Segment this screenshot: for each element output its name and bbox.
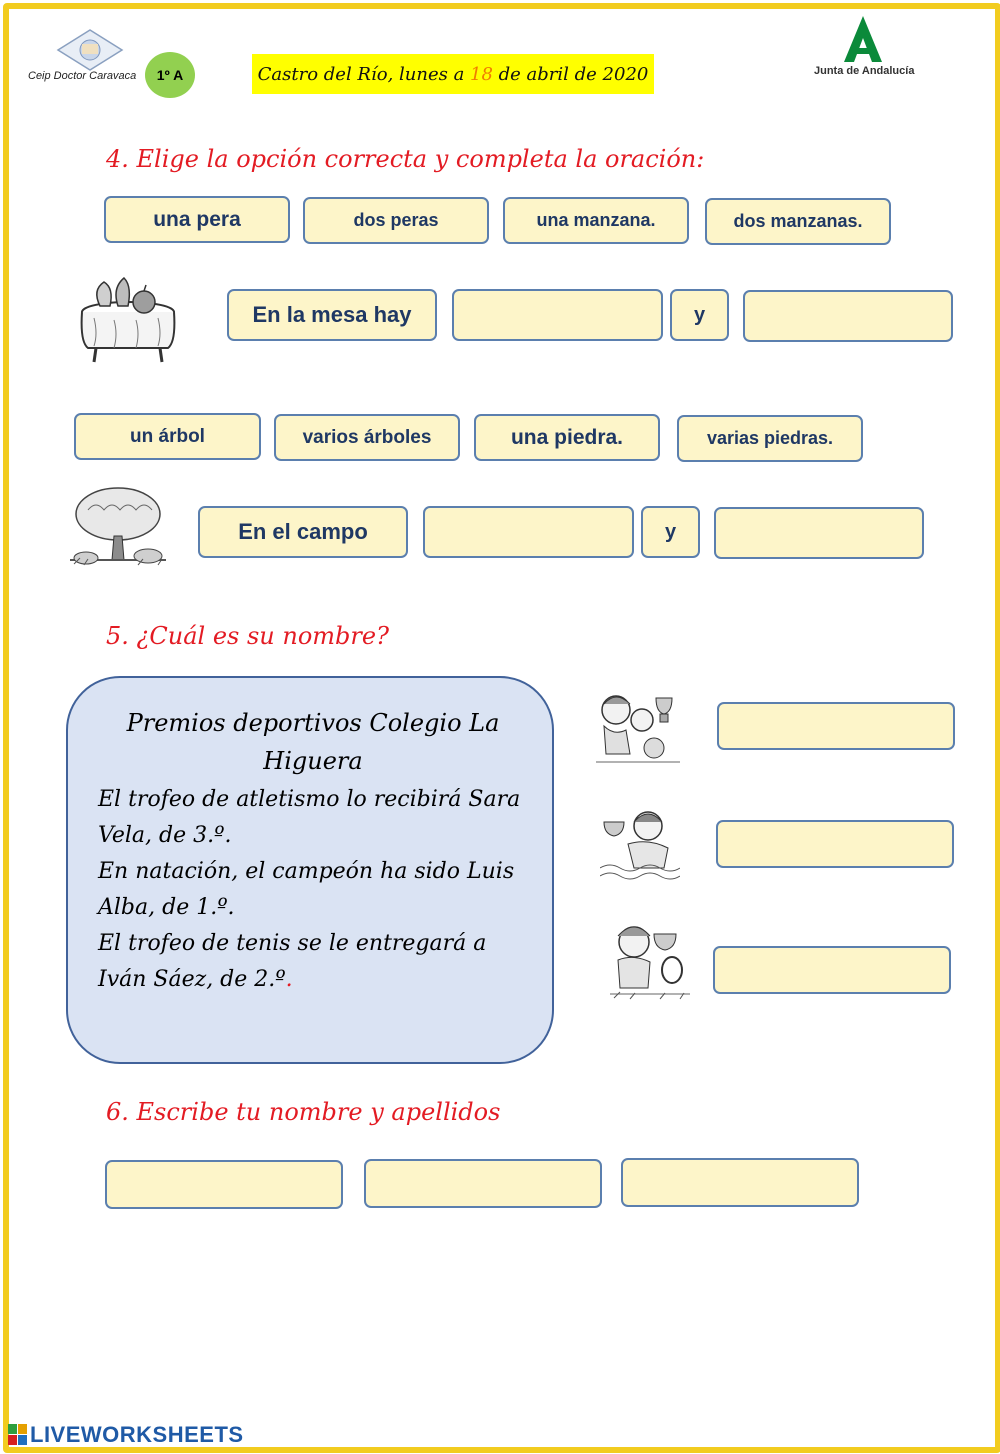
liveworksheets-brand[interactable]: LIVEWORKSHEETS xyxy=(30,1422,244,1447)
awards-line-3-text: El trofeo de tenis se le entregará a Iván Sáez, de 2.º xyxy=(98,931,487,992)
awards-line-2: En natación, el campeón ha sido Luis Alba, de 1.º. xyxy=(98,859,515,920)
connector-y-campo: y xyxy=(641,506,700,558)
exercise-6-title: 6. Escribe tu nombre y apellidos xyxy=(106,1098,501,1126)
option-varias-piedras[interactable]: varias piedras. xyxy=(677,415,863,462)
school-logo xyxy=(56,28,124,72)
awards-line-3 xyxy=(98,926,528,998)
swimmer-trophy-illustration xyxy=(600,804,680,880)
first-name-field[interactable] xyxy=(105,1160,343,1209)
awards-line-3-dot: . xyxy=(285,967,293,992)
option-una-manzana[interactable]: una manzana. xyxy=(503,197,689,244)
answer-field-mesa-2[interactable] xyxy=(743,290,953,342)
grade-badge xyxy=(145,52,195,98)
exercise-5-title: 5. ¿Cuál es su nombre? xyxy=(106,622,389,650)
option-una-pera[interactable]: una pera xyxy=(104,196,290,243)
school-name: Ceip Doctor Caravaca xyxy=(28,70,137,82)
sentence-start-campo: En el campo xyxy=(198,506,408,558)
junta-logo xyxy=(838,14,888,64)
connector-y-mesa: y xyxy=(670,289,729,341)
date-banner xyxy=(252,54,654,94)
tree-field-illustration xyxy=(68,484,168,568)
awards-card-title: Premios deportivos Colegio La Higuera xyxy=(126,709,500,775)
answer-field-campo-2[interactable] xyxy=(714,507,924,559)
option-dos-peras[interactable]: dos peras xyxy=(303,197,489,244)
junta-logo-text: Junta de Andalucía xyxy=(814,65,915,77)
option-varios-arboles[interactable]: varios árboles xyxy=(274,414,460,461)
option-una-piedra[interactable]: una piedra. xyxy=(474,414,660,461)
sentence-start-mesa: En la mesa hay xyxy=(227,289,437,341)
name-field-3[interactable] xyxy=(713,946,951,994)
option-dos-manzanas[interactable]: dos manzanas. xyxy=(705,198,891,245)
athlete-trophy-illustration xyxy=(596,690,680,766)
name-field-1[interactable] xyxy=(717,702,955,750)
liveworksheets-logo-icon xyxy=(8,1424,28,1446)
answer-field-mesa-1[interactable] xyxy=(452,289,663,341)
table-fruit-illustration xyxy=(74,272,186,364)
second-surname-field[interactable] xyxy=(621,1158,859,1207)
date-prefix: Castro del Río, lunes a xyxy=(257,63,471,85)
tennis-trophy-illustration xyxy=(610,918,690,1000)
option-un-arbol[interactable]: un árbol xyxy=(74,413,261,460)
date-suffix: de abril de 2020 xyxy=(492,63,649,85)
grade-label: 1º A xyxy=(156,67,184,83)
answer-field-campo-1[interactable] xyxy=(423,506,634,558)
exercise-4-title: 4. Elige la opción correcta y completa la oración: xyxy=(106,145,705,173)
first-surname-field[interactable] xyxy=(364,1159,602,1208)
name-field-2[interactable] xyxy=(716,820,954,868)
date-day: 18 xyxy=(470,63,493,85)
awards-card xyxy=(66,676,554,1064)
awards-line-1: El trofeo de atletismo lo recibirá Sara Vela, de 3.º. xyxy=(98,787,521,848)
